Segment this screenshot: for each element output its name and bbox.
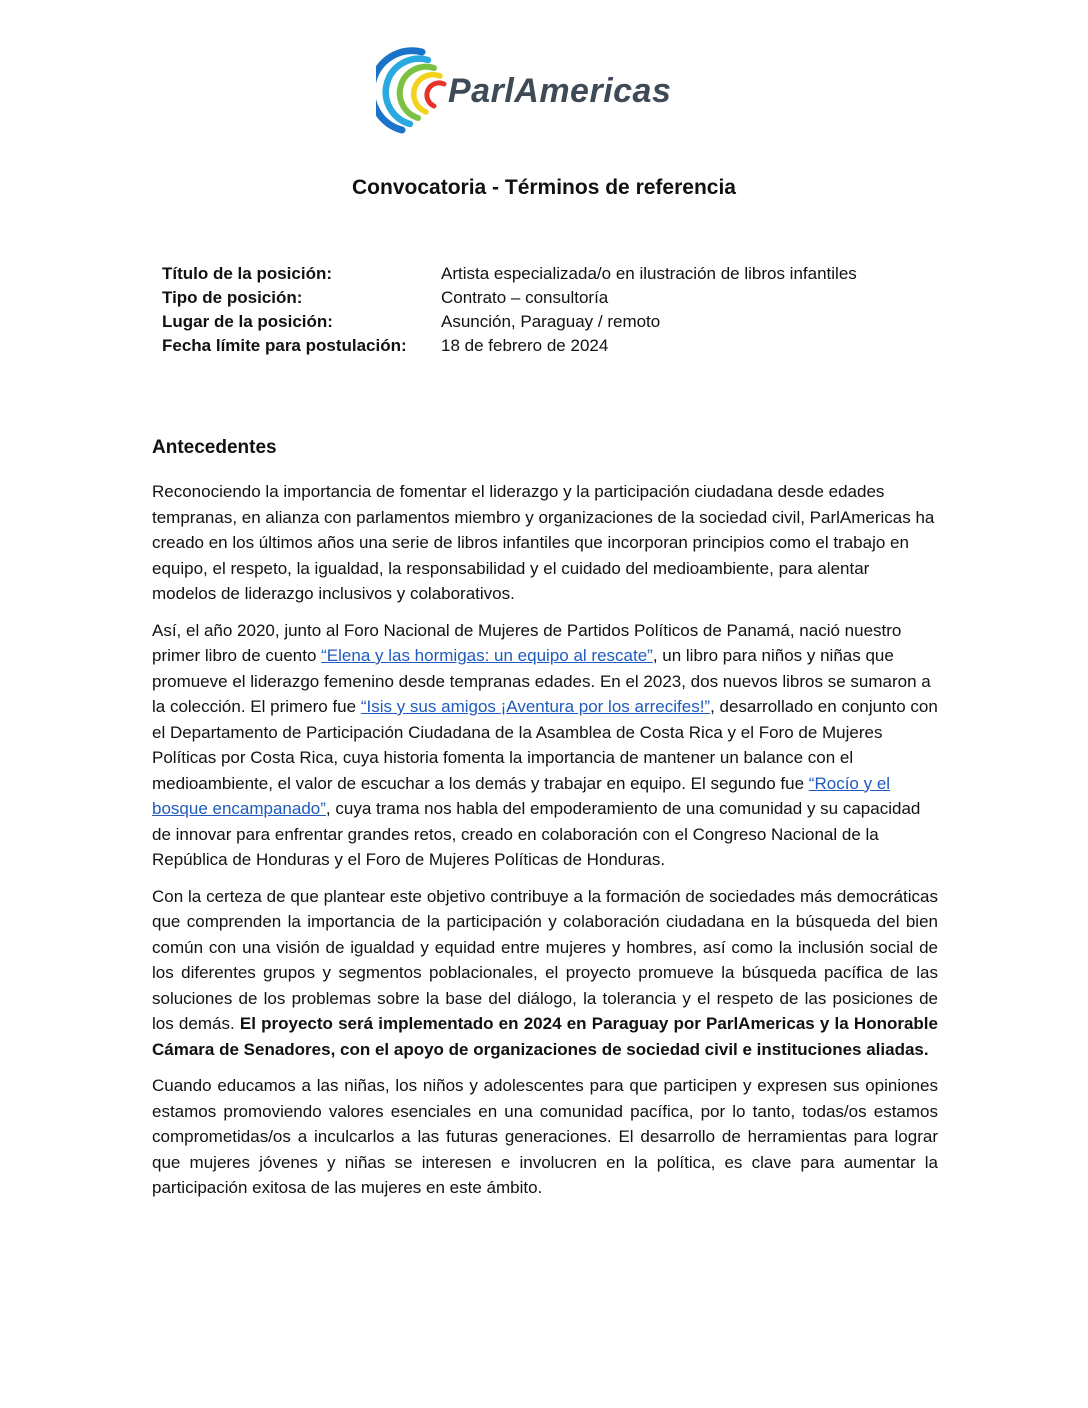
- info-label: Título de la posición:: [162, 264, 332, 283]
- document-body: [152, 479, 938, 1212]
- info-row-deadline: [162, 334, 962, 358]
- paragraph-2-text-4: , cuya trama nos habla del empoderamiento de una comunidad y su capacidad de innovar para enfrentar grandes retos, creado en colaboración con el Congreso Nacional de la República de Honduras y el Foro de Mujeres Políticas de Honduras.: [152, 799, 921, 869]
- parlamericas-logo: [376, 44, 716, 144]
- paragraph-3-text: Con la certeza de que plantear este objetivo contribuye a la formación de sociedades más democráticas que comprenden la importancia de la participación y colaboración ciudadana en la búsqueda del bien común con una visión de igualdad y equidad entre mujeres y hombres, así como la inclusión social de los diferentes grupos y segmentos poblacionales, el proyecto promueve la búsqueda pacífica de las soluciones de los problemas sobre la base del diálogo, la tolerancia y el respeto de las posiciones de los demás.: [152, 886, 938, 1033]
- info-value: Asunción, Paraguay / remoto: [441, 312, 661, 331]
- info-label: Tipo de posición:: [162, 288, 303, 307]
- info-value: Artista especializada/o en ilustración de libros infantiles: [441, 264, 857, 283]
- paragraph-2-text-2: , un libro para niños y niñas que promueve el liderazgo femenino desde tempranas edades. En el 2023, dos nuevos libros se sumaron a la colección. El primero fue: [152, 646, 931, 716]
- paragraph-1: Reconociendo la importancia de fomentar el liderazgo y la participación ciudadana desde edades tempranas, en alianza con parlamentos miembro y organizaciones de la sociedad civil, ParlAmericas ha creado en los últimos años una serie de libros infantiles que incorporan principios como el trabajo en equipo, el respeto, la igualdad, la responsabilidad y el cuidado del medioambiente, para alentar modelos de liderazgo inclusivos y colaborativos.: [152, 482, 935, 603]
- info-value: 18 de febrero de 2024: [441, 336, 609, 355]
- paragraph-2-text-1: Así, el año 2020, junto al Foro Nacional de Mujeres de Partidos Políticos de Panamá, nació nuestro primer libro de cuento: [152, 620, 902, 665]
- link-elena-book[interactable]: “Elena y las hormigas: un equipo al rescate”: [321, 646, 653, 665]
- document-title: Convocatoria - Términos de referencia: [352, 176, 736, 199]
- info-label: Fecha límite para postulación:: [162, 336, 407, 355]
- link-rocio-book[interactable]: “Rocío y el bosque encampanado”: [152, 773, 891, 818]
- paragraph-3-bold-text: El proyecto será implementado en 2024 en Paraguay por ParlAmericas y la Honorable Cámara de Senadores, con el apoyo de organizaciones de sociedad civil e instituciones aliadas.: [152, 1014, 938, 1059]
- paragraph-4: Cuando educamos a las niñas, los niños y adolescentes para que participen y expresen sus opiniones estamos promoviendo valores esenciales en una comunidad pacífica, por lo tanto, todas/os estamos comprometidas/os a inculcarlos a las futuras generaciones. El desarrollo de herramientas para lograr que mujeres jóvenes y niñas se interesen e involucren en la política, es clave para aumentar la participación exitosa de las mujeres en este ámbito.: [152, 1076, 938, 1197]
- logo-text: ParlAmericas: [448, 72, 672, 110]
- paragraph-3: [152, 884, 938, 1063]
- info-row-title: [162, 262, 962, 286]
- paragraph-2: [152, 618, 938, 873]
- info-label: Lugar de la posición:: [162, 312, 333, 331]
- link-isis-book[interactable]: “Isis y sus amigos ¡Aventura por los arrecifes!”: [360, 697, 711, 716]
- info-row-type: [162, 286, 962, 310]
- position-info-table: [162, 262, 962, 358]
- info-row-location: [162, 310, 962, 334]
- info-value: Contrato – consultoría: [441, 288, 609, 307]
- section-title-antecedentes: Antecedentes: [152, 437, 277, 458]
- paragraph-2-text-3: , desarrollado en conjunto con el Departamento de Participación Ciudadana de la Asamblea de Costa Rica y el Foro de Mujeres Políticas por Costa Rica, cuya historia fomenta la importancia de mantener un balance con el medioambiente, el valor de escuchar a los demás y trabajar en equipo. El segundo fue: [152, 697, 938, 793]
